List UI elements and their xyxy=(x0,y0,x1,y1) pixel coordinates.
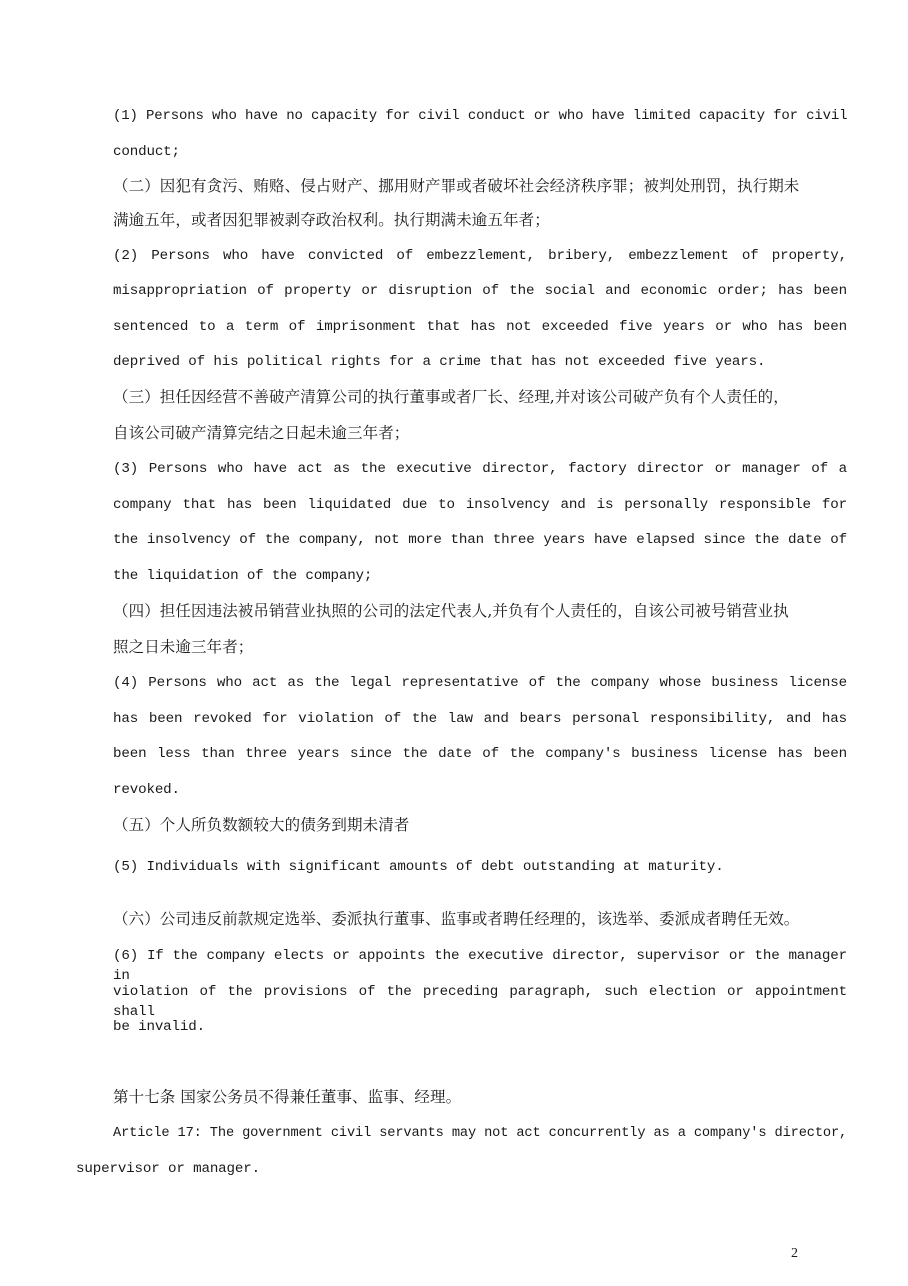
item-3-cn-line-1: （三）担任因经营不善破产清算公司的执行董事或者厂长、经理,并对该公司破产负有个人责任的， xyxy=(113,388,789,406)
item-3-en-line-2: company that has been liquidated due to insolvency and is personally responsible for xyxy=(113,497,847,513)
article-17-en-line-2: supervisor or manager. xyxy=(76,1161,261,1177)
item-2-en-line-2: misappropriation of property or disruption of the social and economic order; has been xyxy=(113,283,847,299)
item-4-en-line-3: been less than three years since the date of the company's business license has been xyxy=(113,746,847,762)
item-3-en-line-3: the insolvency of the company, not more than three years have elapsed since the date of xyxy=(113,532,847,548)
item-6-en-line-3: be invalid. xyxy=(113,1019,206,1035)
item-1-en-line-2: conduct; xyxy=(113,144,180,160)
item-5-en-line-1: (5) Individuals with significant amounts of debt outstanding at maturity. xyxy=(113,859,724,875)
item-4-en-line-4: revoked. xyxy=(113,782,180,798)
item-3-cn-line-2: 自该公司破产清算完结之日起未逾三年者； xyxy=(113,424,410,442)
item-6-en-line-1: (6) If the company elects or appoints the executive director, supervisor or the manager in xyxy=(113,948,847,984)
item-2-en-line-1: (2) Persons who have convicted of embezzlement, bribery, embezzlement of property, xyxy=(113,248,847,264)
item-1-en-line-1: (1) Persons who have no capacity for civil conduct or who have limited capacity for civil xyxy=(113,108,848,124)
article-17-cn: 第十七条 国家公务员不得兼任董事、监事、经理。 xyxy=(113,1088,462,1106)
item-6-cn-line-1: （六）公司违反前款规定选举、委派执行董事、监事或者聘任经理的，该选举、委派成者聘任无效。 xyxy=(113,910,800,928)
item-2-cn-line-2: 满逾五年，或者因犯罪被剥夺政治权利。执行期满未逾五年者； xyxy=(113,211,550,229)
item-3-en-line-4: the liquidation of the company; xyxy=(113,568,373,584)
item-3-en-line-1: (3) Persons who have act as the executive director, factory director or manager of a xyxy=(113,461,847,477)
item-6-en-line-2: violation of the provisions of the preceding paragraph, such election or appointment shall xyxy=(113,984,847,1020)
article-17-en-line-1: Article 17: The government civil servants may not act concurrently as a company's director, xyxy=(113,1125,848,1141)
item-2-cn-line-1: （二）因犯有贪污、贿赂、侵占财产、挪用财产罪或者破坏社会经济秩序罪；被判处刑罚，执行期未 xyxy=(113,177,800,195)
item-4-en-line-2: has been revoked for violation of the law and bears personal responsibility, and has xyxy=(113,711,847,727)
item-2-en-line-4: deprived of his political rights for a crime that has not exceeded five years. xyxy=(113,354,766,370)
page-number: 2 xyxy=(791,1246,798,1261)
item-5-cn-line-1: （五）个人所负数额较大的债务到期未清者 xyxy=(113,816,410,834)
item-4-en-line-1: (4) Persons who act as the legal representative of the company whose business license xyxy=(113,675,847,691)
item-4-cn-line-2: 照之日未逾三年者； xyxy=(113,638,254,656)
item-4-cn-line-1: （四）担任因违法被吊销营业执照的公司的法定代表人,并负有个人责任的，自该公司被号销营业执 xyxy=(113,602,789,620)
item-2-en-line-3: sentenced to a term of imprisonment that has not exceeded five years or who has been xyxy=(113,319,847,335)
